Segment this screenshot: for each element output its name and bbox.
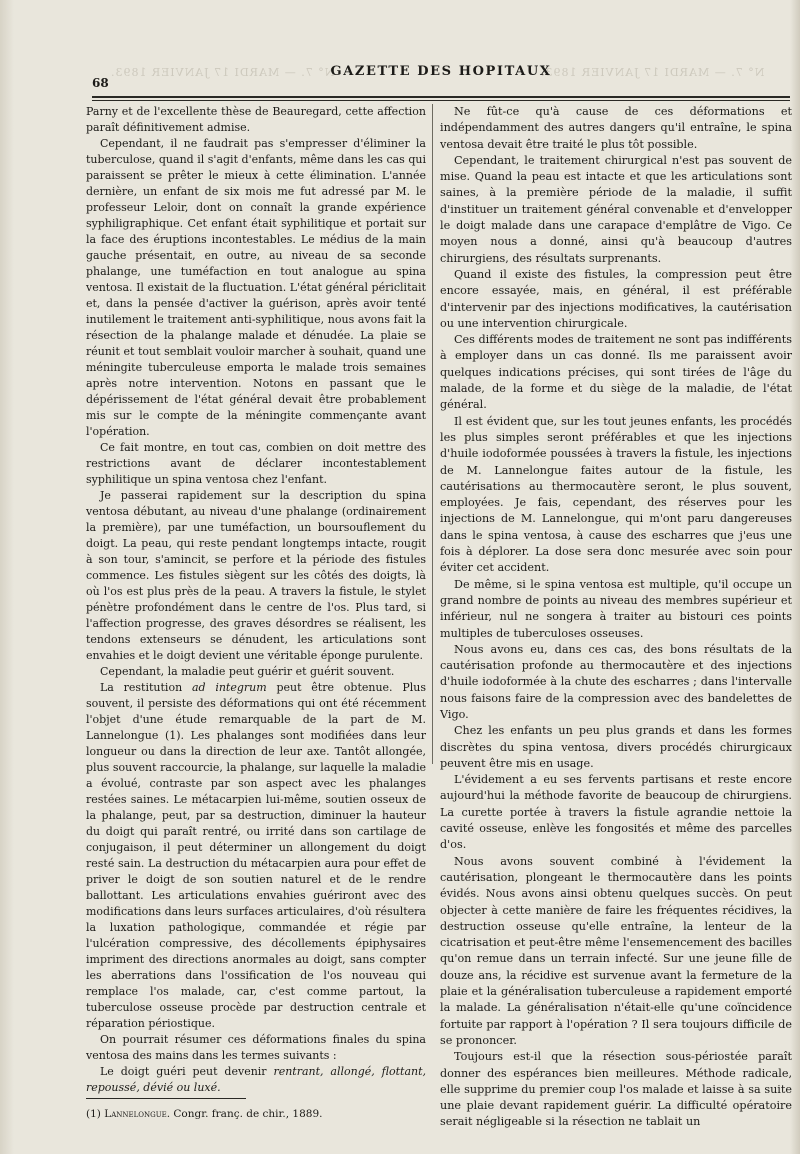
paragraph: Parny et de l'excellente thèse de Beauregard, cette affection paraît définitivement admise. xyxy=(86,105,426,134)
paragraph: Cependant, le traitement chirurgical n'est pas souvent de mise. Quand la peau est intacte et que les articulations sont saines, à la première période de la maladie, il suffit d'instituer un traitement général convenable et d'envelopper le doigt malade dans une carapace d'emplâtre de Vigo. Ce moyen nous a donné, ainsi qu'à beaucoup d'autres chirurgiens, des résultats surprenants. xyxy=(440,153,792,265)
paragraph: L'évidement a eu ses fervents partisans et reste encore aujourd'hui la méthode favorite de beaucoup de chirurgiens. La curette portée à travers la fistule agrandie nettoie la cavité osseuse, enlève les fongosités et même des parcelles d'os. xyxy=(440,773,792,852)
text-run: La restitution xyxy=(100,681,192,694)
paragraph: Chez les enfants un peu plus grands et dans les formes discrètes du spina ventosa, divers procédés chirurgicaux peuvent être mis en usage. xyxy=(440,724,792,770)
column-divider xyxy=(432,104,433,764)
right-column xyxy=(440,104,792,1134)
paragraph: Toujours est-il que la résection sous-périostée paraît donner des espérances bien meilleures. Méthode radicale, elle supprime du premier coup l'os malade et laisse à sa suite une plaie devant rapidement guérir. La difficulté opératoire serait négligeable si la résection ne tablait un xyxy=(440,1050,792,1129)
footnote-source: Congr. franç. de chir., 1889. xyxy=(170,1108,323,1120)
paragraph: Nous avons souvent combiné à l'évidement la cautérisation, plongeant le thermocautère dans les points évidés. Nous avons ainsi obtenu quelques succès. On peut objecter à cette manière de faire les fréquentes récidives, la destruction osseuse qu'elle entraîne, la lenteur de la cicatrisation et peut-être même l'ensemencement des bacilles qu'on remue dans un terrain infecté. Sur une jeune fille de douze ans, la récidive est survenue avant la fermeture de la plaie et la généralisation tuberculeuse a rapidement emporté la malade. La généralisation n'était-elle qu'une coïncidence fortuite par rapport à l'opération ? Il sera toujours difficile de se prononcer. xyxy=(440,854,792,1047)
paragraph xyxy=(86,1064,426,1096)
paragraph: Cependant, il ne faudrait pas s'empresser d'éliminer la tuberculose, quand il s'agit d'enfants, même dans les cas qui paraissent se prêter le mieux à cette élimination. L'année dernière, un enfant de six mois me fut adressé par M. le professeur Leloir, dont on connaît la grande expérience syphiligraphique. Cet enfant était syphilitique et portait sur la face des éruptions incontestables. Le médius de la main gauche présentait, en outre, au niveau de sa seconde phalange, une tuméfaction en tout analogue au spina ventosa. Il existait de la fluctuation. L'état général périclitait et, dans la pensée d'activer la guérison, après avoir tenté inutilement le traitement anti-syphilitique, nous avons fait la résection de la phalange malade et dénudée. La plaie se réunit et tout semblait vouloir marcher à souhait, quand une méningite tuberculeuse emporta le malade trois semaines après notre intervention. Notons en passant que le dépérissement de l'état général devait être probablement mis sur le compte de la méningite commençante avant l'opération. xyxy=(86,137,426,438)
footnote-rule xyxy=(86,1098,246,1099)
paragraph: On pourrait résumer ces déformations finales du spina ventosa des mains dans les termes suivants : xyxy=(86,1033,426,1062)
paragraph: Je passerai rapidement sur la description du spina ventosa débutant, au niveau d'une phalange (ordinairement la première), par une tuméfaction, un boursouflement du doigt. La peau, qui reste pendant longtemps intacte, rougit à son tour, s'amincit, se perfore et la période des fistules commence. Les fistules siègent sur les côtés des doigts, là où l'os est plus près de la peau. A travers la fistule, le stylet pénètre profondément dans le centre de l'os. Plus tard, si l'affection progresse, des graves désordres se réalisent, les tendons extenseurs se dénudent, les articulations sont envahies et le doigt devient une véritable éponge purulente. xyxy=(86,489,426,662)
paragraph: Nous avons eu, dans ces cas, des bons résultats de la cautérisation profonde au thermocautère et des injections d'huile iodoformée à la chute des escharres ; dans l'intervalle nous faisons faire de la compression avec des bandelettes de Vigo. xyxy=(440,642,792,721)
paragraph: Ne fût-ce qu'à cause de ces déformations et indépendamment des autres dangers qu'il entraîne, le spina ventosa devait être traité le plus tôt possible. xyxy=(440,105,792,151)
page-header xyxy=(92,62,790,96)
italic-phrase: rentrant, allongé, flottant, repoussé, dévié ou luxé. xyxy=(86,1065,427,1094)
paragraph: Ces différents modes de traitement ne sont pas indifférents à employer dans un cas donné. Ils me paraissent avoir quelques indications précises, qui sont tirées de l'âge du malade, de la forme et du siège de la maladie, de l'état général. xyxy=(440,333,792,412)
header-rule xyxy=(92,96,790,98)
paragraph xyxy=(86,680,426,1032)
paragraph: Il est évident que, sur les tout jeunes enfants, les procédés les plus simples seront préférables et que les injections d'huile iodoformée poussées à travers la fistule, les injections de M. Lannelongue faites autour de la fistule, les cautérisations au thermocautère seront, le plus souvent, employées. Je fais, cependant, des réserves pour les injections de M. Lannelongue, qui m'ont paru dangereuses dans le spina ventosa, à cause des escharres que j'eus une fois à déplorer. La dose sera donc mesurée avec soin pour éviter cet accident. xyxy=(440,414,792,575)
journal-title: GAZETTE DES HOPITAUX xyxy=(330,64,552,79)
header-rule xyxy=(92,100,790,101)
footnote-marker: (1) xyxy=(86,1108,105,1120)
left-column xyxy=(86,104,426,1134)
footnote xyxy=(86,1107,426,1121)
paragraph: De même, si le spina ventosa est multiple, qu'il occupe un grand nombre de points au niveau des membres supérieur et inférieur, nul ne songera à traiter au bistouri ces points multiples de tuberculoses osseuses. xyxy=(440,577,792,640)
italic-phrase: ad integrum xyxy=(191,681,267,694)
text-run: peut être obtenue. Plus souvent, il persiste des déformations qui ont été récemment l'objet d'une étude remarquable de la part de M. Lannelongue (1). Les phalanges sont modifiées dans leur longueur ou dans la direction de leur axe. Tantôt allongée, plus souvent raccourcie, la phalange, sur laquelle la maladie a évolué, contraste par son aspect avec les phalanges restées saines. Le métacarpien lui-même, soutien osseux de la phalange, peut, par sa destruction, diminuer la hauteur du doigt qui paraît rentré, ou irrité dans son cartilage de conjugaison, il peut déterminer un allongement du doigt resté sain. La destruction du métacarpien aura pour effet de priver le doigt de son soutien naturel et de le rendre ballottant. Les articulations envahies guériront avec des modifications dans leurs surfaces articulaires, d'où résultera la luxation pathologique, commandée et régie par l'ulcération compressive, des décollements épiphysaires impriment des directions anormales au doigt, sans compter les aberrations dans l'ossification de l'os nouveau qui remplace l'os malade, car, c'est comme partout, la tuberculose osseuse procède par destruction centrale et réparation périostique. xyxy=(86,681,426,1030)
bleed-through-text: N° 7. — MARDI 17 JANVIER 1893. xyxy=(110,66,335,79)
paragraph: Ce fait montre, en tout cas, combien on doit mettre des restrictions avant de déclarer incontestablement syphilitique un spina ventosa chez l'enfant. xyxy=(86,441,426,486)
page-edge-shadow-left xyxy=(0,0,14,1154)
text-run: Le doigt guéri peut devenir xyxy=(100,1065,274,1078)
paragraph: Cependant, la maladie peut guérir et guérit souvent. xyxy=(100,665,395,678)
footnote-author: Lannelongue. xyxy=(104,1108,171,1120)
page-number: 68 xyxy=(92,76,109,90)
bleed-through-text: N° 7. — MARDI 17 JANVIER 1893. xyxy=(540,66,765,79)
paragraph: Quand il existe des fistules, la compression peut être encore essayée, mais, en général, il est préférable d'intervenir par des injections modificatives, la cautérisation ou une intervention chirurgicale. xyxy=(440,267,792,330)
